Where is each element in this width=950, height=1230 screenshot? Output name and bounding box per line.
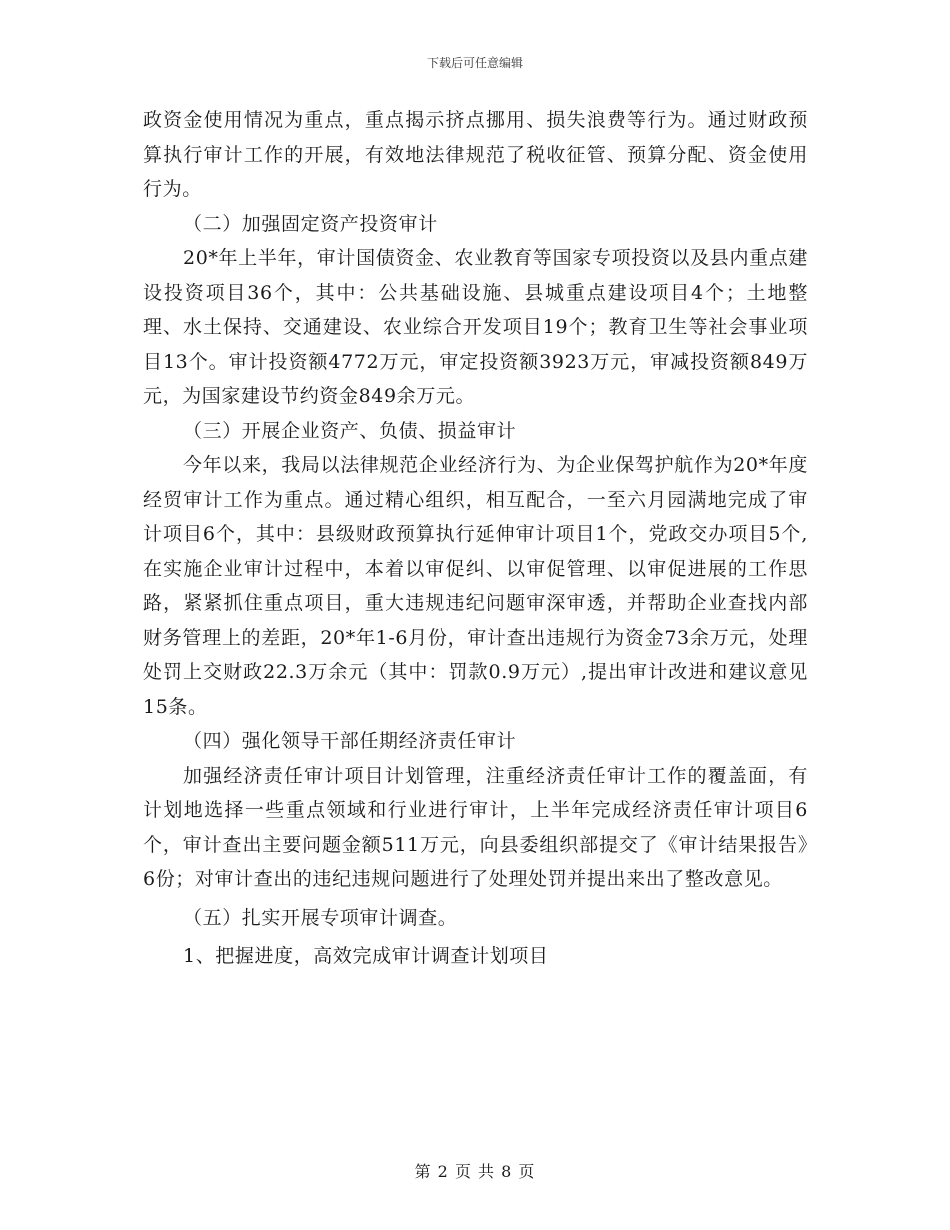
section-heading-2: （二）加强固定资产投资审计	[183, 212, 438, 235]
paragraph-section-2: 20*年上半年，审计国债资金、农业教育等国家专项投资以及县内重点建设投资项目36个，其中：公共基础设施、县城重点建设项目4个；土地整理、水土保持、交通建设、农业综合开发项目19个；教育卫生等社会事业项目13个。审计投资额4772万元，审定投资额3923万元，审减投资额849万元，为国家建设节约资金849余万元。	[143, 247, 808, 407]
section-heading-5: （五）扎实开展专项审计调查。	[183, 906, 458, 929]
subsection-heading-5-1: 1、把握进度，高效完成审计调查计划项目	[183, 945, 549, 967]
paragraph-section-3: 今年以来，我局以法律规范企业经济行为、为企业保驾护航作为20*年度经贸审计工作为重点。通过精心组织，相互配合，一至六月园满地完成了审计项目6个，其中：县级财政预算执行延伸审计项目1个，党政交办项目5个,在实施企业审计过程中，本着以审促纠、以审促管理、以审促进展的工作思路，紧紧抓住重点项目，重大违规违纪问题审深审透，并帮助企业查找内部财务管理上的差距，20*年1-6月份，审计查出违规行为资金73余万元，处理处罚上交财政22.3万余元（其中：罚款0.9万元）,提出审计改进和建议意见15条。	[143, 454, 808, 718]
document-body	[143, 103, 808, 974]
paragraph-section-4: 加强经济责任审计项目计划管理，注重经济责任审计工作的覆盖面，有计划地选择一些重点领域和行业进行审计，上半年完成经济责任审计项目6个，审计查出主要问题金额511万元，向县委组织部提交了《审计结果报告》6份；对审计查出的违纪违规问题进行了处理处罚并提出来出了整改意见。	[143, 764, 808, 890]
section-heading-4: （四）强化领导干部任期经济责任审计	[183, 730, 517, 752]
page-footer: 第 2 页 共 8 页	[414, 1162, 536, 1181]
page-header: 下载后可任意编辑	[426, 56, 523, 70]
section-heading-3: （三）开展企业资产、负债、损益审计	[183, 419, 517, 442]
paragraph-intro: 政资金使用情况为重点，重点揭示挤点挪用、损失浪费等行为。通过财政预算执行审计工作的开展，有效地法律规范了税收征管、预算分配、资金使用行为。	[143, 109, 808, 200]
